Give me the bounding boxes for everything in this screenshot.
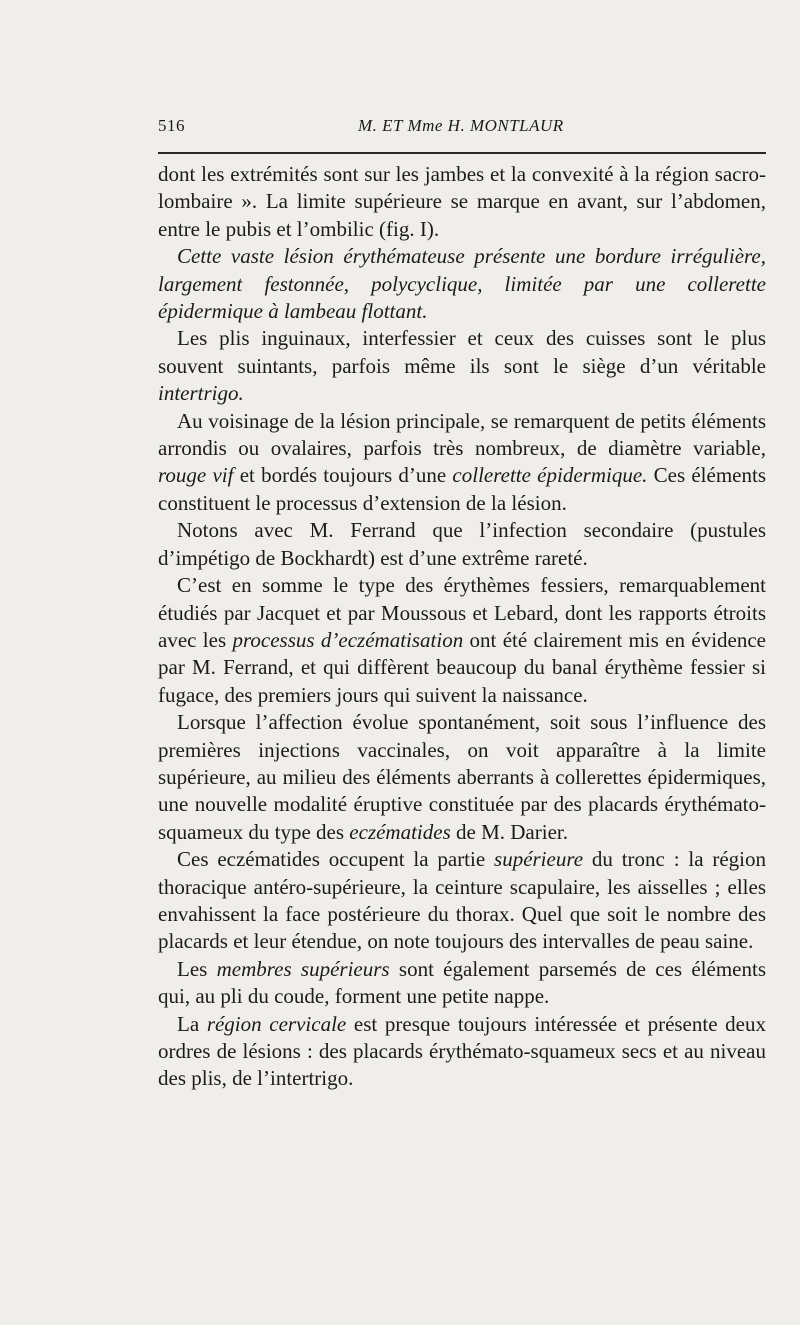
paragraph: [158, 709, 766, 846]
italic-text: rouge vif: [158, 463, 234, 488]
italic-text: collerette épidermique.: [452, 463, 648, 488]
text-run: sont également parsemés de ces éléments qui, au pli du coude, forment une petite nappe.: [158, 956, 766, 1009]
paragraph: [158, 956, 766, 1011]
paragraph: [158, 517, 766, 572]
text-run: Ces éléments constituent le processus d’extension de la lésion.: [158, 463, 766, 515]
text-run: Les plis inguinaux, interfessier et ceux des cuisses sont le plus souvent suintants, parfois même ils sont le siège d’un véritable: [158, 326, 766, 378]
text-run: du tronc : la région thoracique antéro-supérieure, la ceinture scapulaire, les aisselles ; elles envahissent la face postérieure du thorax. Quel que soit le nombre des placards et leur étendue, on note toujours des intervalles de peau saine.: [158, 847, 766, 954]
text-run: et bordés toujours d’une: [233, 463, 453, 488]
paragraph: [158, 572, 766, 709]
text-run: Notons avec M. Ferrand que l’infection secondaire (pustules d’impétigo de Bockhardt) est d’une extrême rareté.: [158, 518, 766, 570]
text-run: Ces eczématides occupent la partie: [177, 847, 495, 872]
italic-text: région cervicale: [206, 1011, 347, 1036]
italic-text: membres supérieurs: [216, 956, 390, 981]
text-run: Lorsque l’affection évolue spontanément, soit sous l’influence des premières injections vaccinales, on voit apparaître à la limite supérieure, au milieu des éléments aberrants à collerettes épidermiques, une nouvelle modalité éruptive constituée par des placards érythémato-squameux du type des: [158, 710, 766, 844]
paragraph: [158, 243, 766, 325]
body-text: [158, 161, 766, 1093]
text-run: ont été clairement mis en évidence par M. Ferrand, et qui diffèrent beaucoup du banal érythème fessier si fugace, des premiers jours qui suivent la naissance.: [158, 627, 766, 707]
text-run: de M. Darier.: [450, 819, 568, 844]
italic-text: processus d’eczématisation: [232, 627, 464, 652]
italic-text: eczématides: [349, 819, 451, 844]
paragraph: [158, 408, 766, 518]
text-run: est presque toujours intéressée et présente deux ordres de lésions : des placards érythémato-squameux secs et au niveau des plis, de l’intertrigo.: [158, 1011, 767, 1091]
page-number: 516: [158, 116, 185, 135]
text-run: Au voisinage de la lésion principale, se remarquent de petits éléments arrondis ou ovalaires, parfois très nombreux, de diamètre variable,: [158, 408, 766, 461]
text-run: La: [177, 1011, 207, 1036]
italic-text: intertrigo.: [158, 381, 244, 406]
text-run: C’est en somme le type des érythèmes fessiers, remarquablement étudiés par Jacquet et par Moussous et Lebard, dont les rapports étroits avec les: [158, 573, 766, 652]
italic-text: supérieure: [494, 847, 584, 872]
header-rule: [158, 152, 766, 154]
italic-text: Cette vaste lésion érythémateuse présente une bordure irrégulière, largement festonnée, polycyclique, limitée par une collerette épidermique à lambeau flottant.: [158, 244, 766, 324]
paragraph: [158, 325, 766, 407]
text-run: Les: [177, 956, 217, 981]
paragraph: [158, 846, 766, 956]
text-run: dont les extrémités sont sur les jambes et la convexité à la région sacro-lombaire ». La limite supérieure se marque en avant, sur l’abdomen, entre le pubis et l’ombilic (fig. I).: [158, 162, 766, 241]
running-title: M. ET Mme H. MONTLAUR: [358, 116, 564, 135]
paragraph: [158, 161, 766, 243]
paragraph: [158, 1011, 766, 1093]
